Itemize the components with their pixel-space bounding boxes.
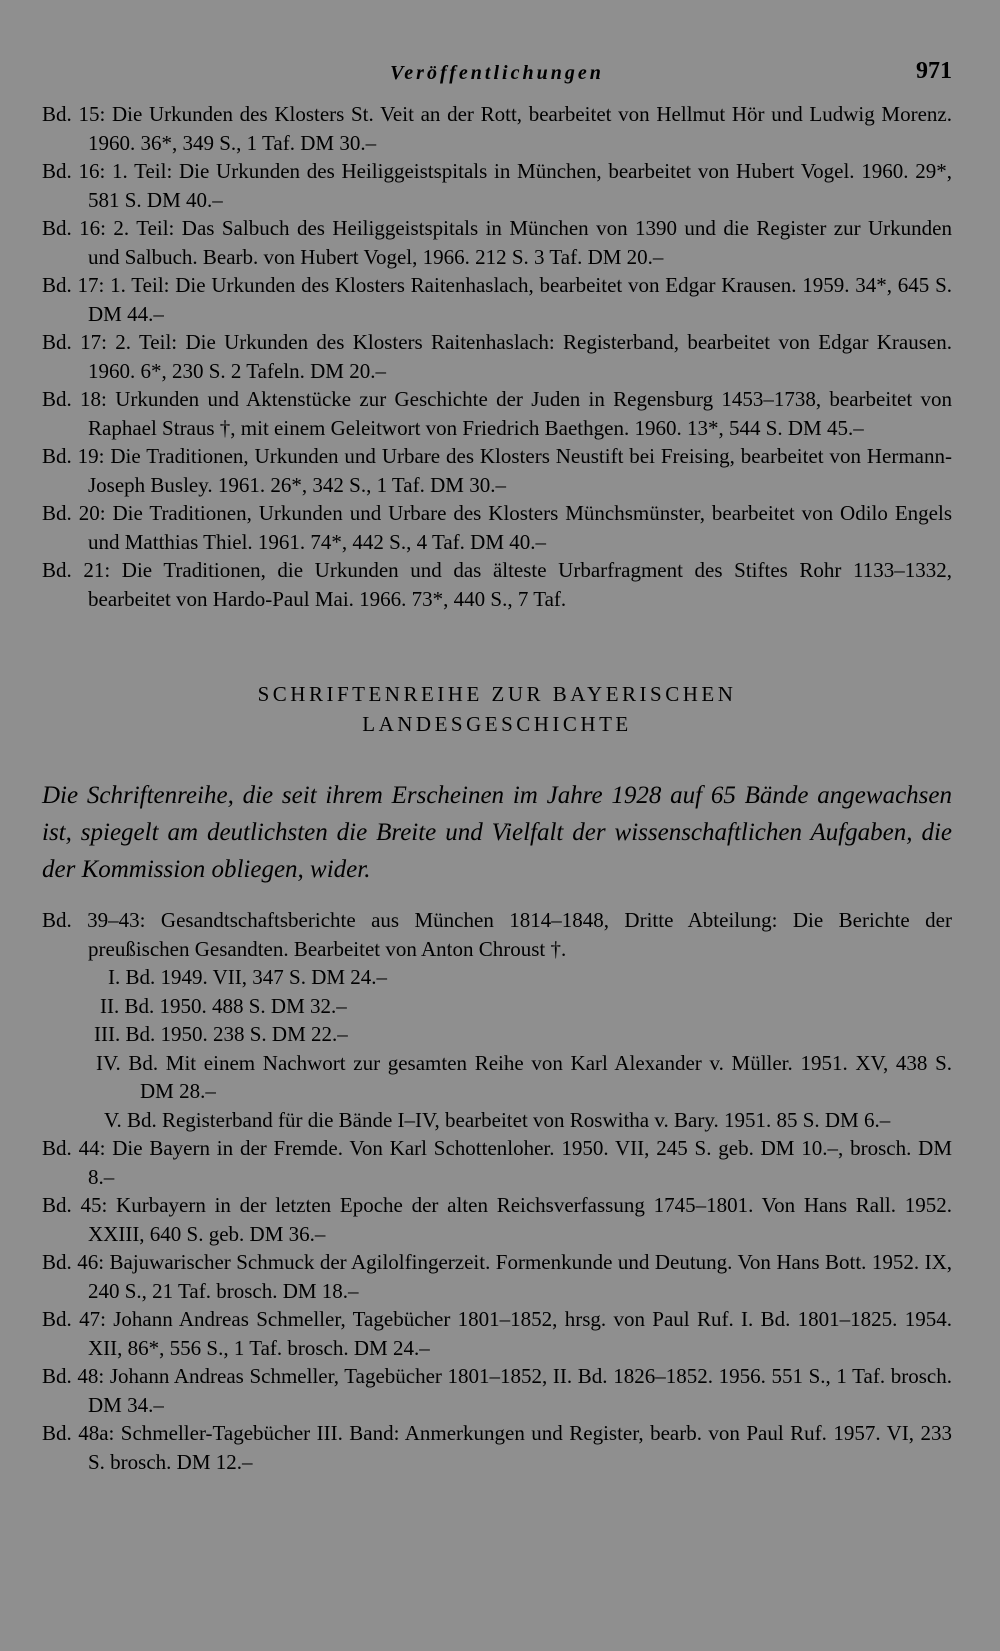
entry-list-bottom bbox=[42, 1134, 952, 1476]
entry-bd-19: Bd. 19: Die Traditionen, Urkunden und Urbare des Klosters Neustift bei Freising, bearbeitet von Hermann-Joseph Busley. 1961. 26*, 342 S., 1 Taf. DM 30.– bbox=[42, 444, 952, 497]
volume-i: I. Bd. 1949. VII, 347 S. DM 24.– bbox=[108, 965, 388, 989]
entry-bd-20: Bd. 20: Die Traditionen, Urkunden und Urbare des Klosters Münchsmünster, bearbeitet von Odilo Engels und Matthias Thiel. 1961. 74*, 442 S., 4 Taf. DM 40.– bbox=[42, 501, 952, 554]
section-title-line-1: SCHRIFTENREIHE ZUR BAYERISCHEN bbox=[257, 682, 737, 706]
entry-bd-17-1: Bd. 17: 1. Teil: Die Urkunden des Klosters Raitenhaslach, bearbeitet von Edgar Krausen. 1959. 34*, 645 S. DM 44.– bbox=[42, 273, 952, 326]
section-intro: Die Schriftenreihe, die seit ihrem Erscheinen im Jahre 1928 auf 65 Bände angewachsen ist, spiegelt am deutlichsten die Breite und Vielfalt der wissenschaftlichen Aufgaben, die der Kommission obliegen, wider. bbox=[42, 782, 952, 883]
entry-bd-16-1: Bd. 16: 1. Teil: Die Urkunden des Heiliggeistspitals in München, bearbeitet von Hubert Vogel. 1960. 29*, 581 S. DM 40.– bbox=[42, 159, 952, 212]
entry-bd-18: Bd. 18: Urkunden und Aktenstücke zur Geschichte der Juden in Regensburg 1453–1738, bearbeitet von Raphael Straus †, mit einem Geleitwort von Friedrich Baethgen. 1960. 13*, 544 S. DM 45.– bbox=[42, 387, 952, 440]
entry-bd-16-2: Bd. 16: 2. Teil: Das Salbuch des Heiliggeistspitals in München von 1390 und die Register zur Urkunden und Salbuch. Bearb. von Hubert Vogel, 1966. 212 S. 3 Taf. DM 20.– bbox=[42, 216, 952, 269]
running-head bbox=[42, 56, 952, 100]
entry-bd-39-43-block bbox=[42, 906, 952, 1134]
volume-v: V. Bd. Registerband für die Bände I–IV, bearbeitet von Roswitha v. Bary. 1951. 85 S. DM 6.– bbox=[104, 1107, 891, 1132]
entry-bd-39-43: Bd. 39–43: Gesandtschaftsberichte aus München 1814–1848, Dritte Abteilung: Die Berichte der preußischen Gesandten. Bearbeitet von Anton Chroust †. bbox=[42, 908, 952, 961]
entry-bd-45: Bd. 45: Kurbayern in der letzten Epoche der alten Reichsverfassung 1745–1801. Von Hans Rall. 1952. XXIII, 640 S. geb. DM 36.– bbox=[42, 1193, 952, 1246]
entry-bd-21: Bd. 21: Die Traditionen, die Urkunden und das älteste Urbarfragment des Stiftes Rohr 1133–1332, bearbeitet von Hardo-Paul Mai. 1966. 73*, 440 S., 7 Taf. bbox=[42, 558, 952, 611]
running-title: Veröffentlichungen bbox=[390, 62, 604, 84]
entry-bd-48a: Bd. 48a: Schmeller-Tagebücher III. Band: Anmerkungen und Register, bearb. von Paul Ruf. 1957. VI, 233 S. brosch. DM 12.– bbox=[42, 1421, 952, 1474]
section-title-line-2: LANDESGESCHICHTE bbox=[362, 712, 632, 736]
entry-bd-15: Bd. 15: Die Urkunden des Klosters St. Veit an der Rott, bearbeitet von Hellmut Hör und Ludwig Morenz. 1960. 36*, 349 S., 1 Taf. DM 30.– bbox=[42, 102, 952, 155]
section-gap bbox=[42, 613, 952, 679]
entry-list-top bbox=[42, 100, 952, 613]
entry-bd-48: Bd. 48: Johann Andreas Schmeller, Tagebücher 1801–1852, II. Bd. 1826–1852. 1956. 551 S., 1 Taf. brosch. DM 34.– bbox=[42, 1364, 952, 1417]
entry-bd-17-2: Bd. 17: 2. Teil: Die Urkunden des Klosters Raitenhaslach: Registerband, bearbeitet von Edgar Krausen. 1960. 6*, 230 S. 2 Tafeln. DM 20.– bbox=[42, 330, 952, 383]
volume-ii: II. Bd. 1950. 488 S. DM 32.– bbox=[100, 993, 347, 1018]
entry-bd-44: Bd. 44: Die Bayern in der Fremde. Von Karl Schottenloher. 1950. VII, 245 S. geb. DM 10.–, brosch. DM 8.– bbox=[42, 1136, 952, 1189]
entry-bd-46: Bd. 46: Bajuwarischer Schmuck der Agilolfingerzeit. Formenkunde und Deutung. Von Hans Bott. 1952. IX, 240 S., 21 Taf. brosch. DM 18.– bbox=[42, 1250, 952, 1303]
volume-iii: III. Bd. 1950. 238 S. DM 22.– bbox=[94, 1022, 348, 1046]
page-number: 971 bbox=[916, 58, 952, 84]
entry-bd-47: Bd. 47: Johann Andreas Schmeller, Tagebücher 1801–1852, hrsg. von Paul Ruf. I. Bd. 1801–1825. 1954. XII, 86*, 556 S., 1 Taf. brosch. DM 24.– bbox=[42, 1307, 952, 1360]
volume-iv: IV. Bd. Mit einem Nachwort zur gesamten Reihe von Karl Alexander v. Müller. 1951. XV, 438 S. DM 28.– bbox=[96, 1050, 952, 1103]
